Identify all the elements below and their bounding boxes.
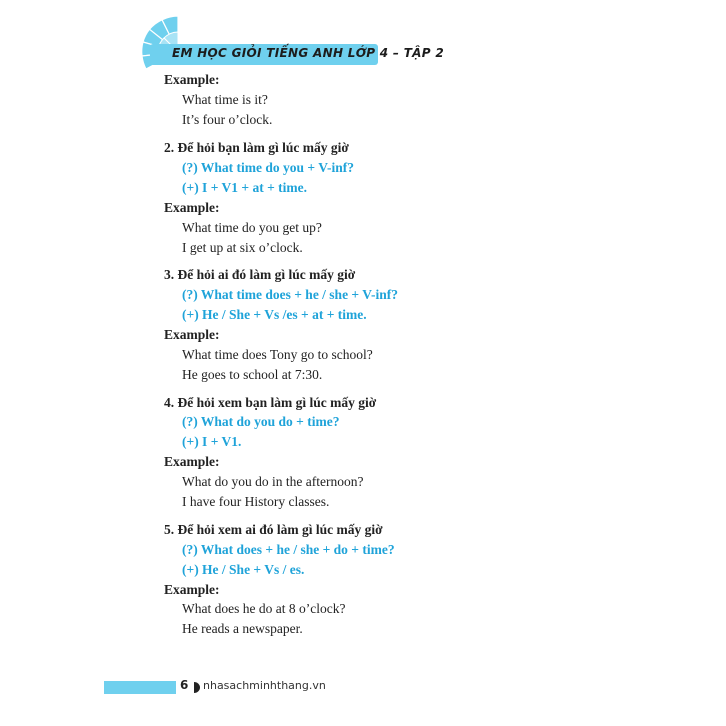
formula-answer: (+) I + V1.	[182, 434, 242, 449]
example-label: Example:	[164, 72, 220, 87]
formula-question: (?) What do you do + time?	[182, 414, 340, 429]
example-line: What time is it?	[182, 92, 268, 107]
example-line: What time does Tony go to school?	[182, 347, 373, 362]
example-label: Example:	[164, 582, 220, 597]
example-line: I have four History classes.	[182, 494, 330, 509]
formula-question: (?) What time does + he / she + V-inf?	[182, 287, 399, 302]
formula-question: (?) What does + he / she + do + time?	[182, 542, 395, 557]
example-line: He goes to school at 7:30.	[182, 367, 323, 382]
half-circle-arrow-icon	[193, 681, 201, 694]
page-number: 6	[180, 678, 189, 692]
example-line: It’s four o’clock.	[182, 112, 273, 127]
formula-question: (?) What time do you + V-inf?	[182, 160, 354, 175]
example-line: What time do you get up?	[182, 220, 322, 235]
example-line: What does he do at 8 o’clock?	[182, 601, 346, 616]
footer-bar	[104, 681, 176, 694]
example-label: Example:	[164, 327, 220, 342]
example-label: Example:	[164, 454, 220, 469]
example-label: Example:	[164, 200, 220, 215]
formula-answer: (+) He / She + Vs / es.	[182, 562, 305, 577]
section-heading: 2. Để hỏi bạn làm gì lúc mấy giờ	[164, 140, 349, 155]
section-heading: 3. Để hỏi ai đó làm gì lúc mấy giờ	[164, 267, 356, 282]
section-heading: 4. Để hỏi xem bạn làm gì lúc mấy giờ	[164, 395, 377, 410]
formula-answer: (+) I + V1 + at + time.	[182, 180, 308, 195]
example-line: What do you do in the afternoon?	[182, 474, 364, 489]
book-title: EM HỌC GIỎI TIẾNG ANH LỚP 4 – TẬP 2	[172, 46, 444, 60]
example-line: I get up at six o’clock.	[182, 240, 303, 255]
section-heading: 5. Để hỏi xem ai đó làm gì lúc mấy giờ	[164, 522, 383, 537]
formula-answer: (+) He / She + Vs /es + at + time.	[182, 307, 367, 322]
example-line: He reads a newspaper.	[182, 621, 303, 636]
site-url: nhasachminhthang.vn	[203, 679, 326, 692]
